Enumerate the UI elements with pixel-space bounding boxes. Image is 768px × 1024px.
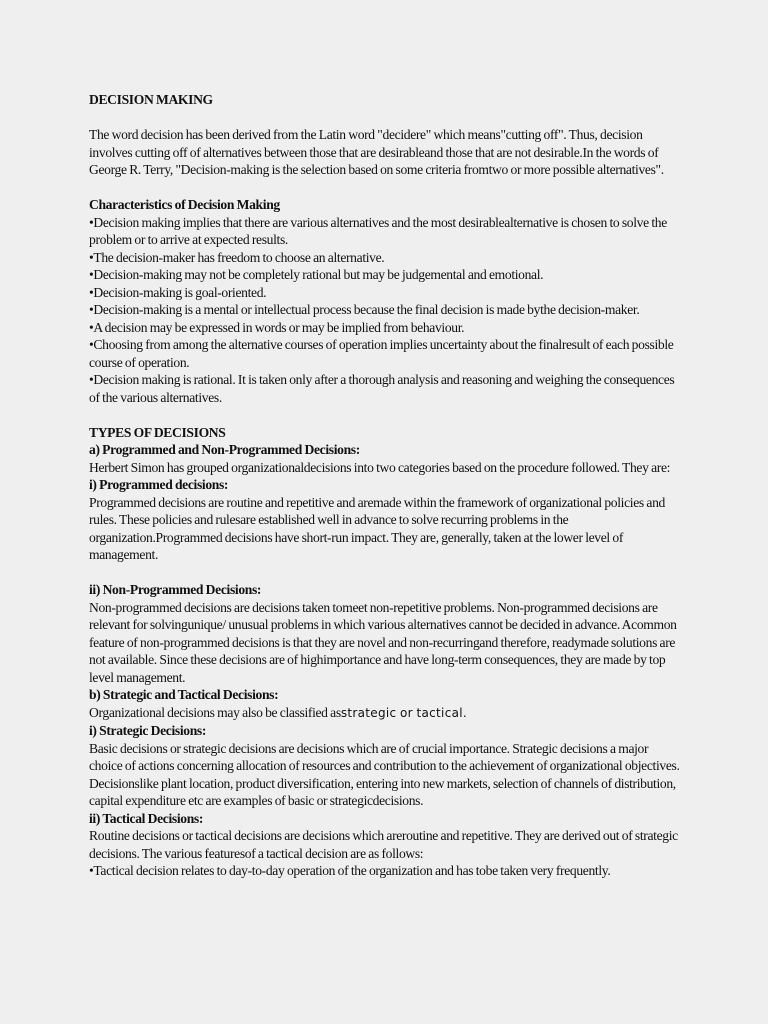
characteristic-item: •Decision-making may not be completely rational but may be judgemental and emotional. <box>89 267 544 282</box>
strategic-tactical-text-lead: Organizational decisions may also be classified as <box>89 704 341 720</box>
tactical-decisions-text: Routine decisions or tactical decisions are decisions which areroutine and repetitive. They are derived out of strategic decisions. The various featuresof a tactical decision are as follows: <box>89 828 678 861</box>
characteristics-heading: Characteristics of Decision Making <box>89 197 280 212</box>
nonprogrammed-decisions-heading: ii) Non-Programmed Decisions: <box>89 582 262 597</box>
types-heading: TYPES OF DECISIONS <box>89 424 226 440</box>
programmed-nonprogrammed-text: Herbert Simon has grouped organizationaldecisions into two categories based on the procedure followed. They are: <box>89 459 671 475</box>
strategic-tactical-text <box>89 704 684 723</box>
characteristic-item: •Decision-making is goal-oriented. <box>89 284 267 300</box>
nonprogrammed-decisions-text: Non-programmed decisions are decisions taken tomeet non-repetitive problems. Non-programmed decisions are relevant for solvingunique/ unusual problems in which various alternatives cannot be decided in advance. Acommon feature of non-programmed decisions is that they are novel and non-recurringand therefore, readymade solutions are not available. Since these decisions are of highimportance and have long-term consequences, they are made by top level management. <box>89 599 677 685</box>
characteristic-item: •The decision-maker has freedom to choose an alternative. <box>89 249 385 265</box>
characteristic-item: •Decision making is rational. It is taken only after a thorough analysis and reasoning and weighing the consequences of the various alternatives. <box>89 372 675 405</box>
tactical-decisions-item: •Tactical decision relates to day-to-day operation of the organization and has tobe taken very frequently. <box>89 863 611 878</box>
tactical-decisions-heading: ii) Tactical Decisions: <box>89 810 204 826</box>
characteristic-item: •Decision-making is a mental or intellectual process because the final decision is made bythe decision-maker. <box>89 302 640 317</box>
strategic-tactical-heading: b) Strategic and Tactical Decisions: <box>89 687 279 702</box>
intro-paragraph: The word decision has been derived from the Latin word "decidere" which means"cutting off". Thus, decision involves cutting off of alternatives between those that are desirableand those that are not desirable.In the words of George R. Terry, "Decision-making is the selection based on some criteria fromtwo or more possible alternatives". <box>89 127 664 177</box>
document-title: DECISION MAKING <box>89 92 213 107</box>
strategic-tactical-text-tail: strategic or tactical. <box>340 705 467 720</box>
programmed-nonprogrammed-heading: a) Programmed and Non-Programmed Decisions: <box>89 442 360 457</box>
characteristic-item: •Choosing from among the alternative courses of operation implies uncertainty about the finalresult of each possible course of operation. <box>89 337 674 370</box>
strategic-decisions-text: Basic decisions or strategic decisions are decisions which are of crucial importance. Strategic decisions a major choice of actions concerning allocation of resources and contribution to the achievement of organizational objectives. Decisionslike plant location, product diversification, entering into new markets, selection of channels of distribution, capital expenditure etc are examples of basic or strategicdecisions. <box>89 740 680 808</box>
characteristic-item: •A decision may be expressed in words or may be implied from behaviour. <box>89 319 465 335</box>
programmed-decisions-text: Programmed decisions are routine and repetitive and aremade within the framework of organizational policies and rules. These policies and rulesare established well in advance to solve recurring problems in the organization.Programmed decisions have short-run impact. They are, generally, taken at the lower level of management. <box>89 494 665 562</box>
strategic-decisions-heading: i) Strategic Decisions: <box>89 723 207 738</box>
characteristic-item: •Decision making implies that there are various alternatives and the most desirablealternative is chosen to solve the problem or to arrive at expected results. <box>89 214 667 247</box>
programmed-decisions-heading: i) Programmed decisions: <box>89 477 229 492</box>
